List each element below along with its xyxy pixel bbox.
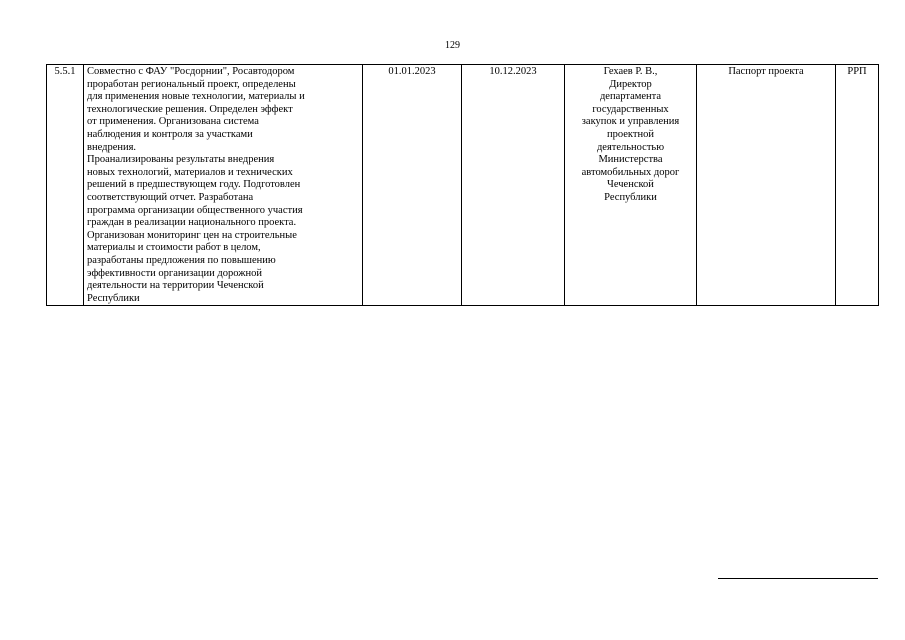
item-number-cell: 5.5.1 xyxy=(47,65,84,306)
level-cell: РРП xyxy=(836,65,879,306)
description-cell: Совместно с ФАУ "Росдорнии", Росавтодором проработан региональный проект, определены для применения новые технологии, материалы и технологические решения. Определен эффект от применения. Организована система наблюдения и контроля за участками внедрения. Проанализированы результаты внедрения новых технологий, материалов и технических решений в предшествующем году. Подготовлен соответствующий отчет. Разработана программа организации общественного участия граждан в реализации национального проекта. Организован мониторинг цен на строительные материалы и стоимости работ в целом, разработаны предложения по повышению эффективности организации дорожной деятельности на территории Чеченской Республики xyxy=(84,65,363,306)
end-date-cell: 10.12.2023 xyxy=(462,65,565,306)
page-number: 129 xyxy=(445,40,460,51)
responsible-cell: Гехаев Р. В., Директор департамента государственных закупок и управления проектной деятельностью Министерства автомобильных дорог Чеченской Республики xyxy=(565,65,697,306)
document-type-cell: Паспорт проекта xyxy=(697,65,836,306)
plan-table xyxy=(46,64,879,306)
start-date-cell: 01.01.2023 xyxy=(363,65,462,306)
footnote-separator xyxy=(718,578,878,579)
table-row xyxy=(47,65,879,306)
